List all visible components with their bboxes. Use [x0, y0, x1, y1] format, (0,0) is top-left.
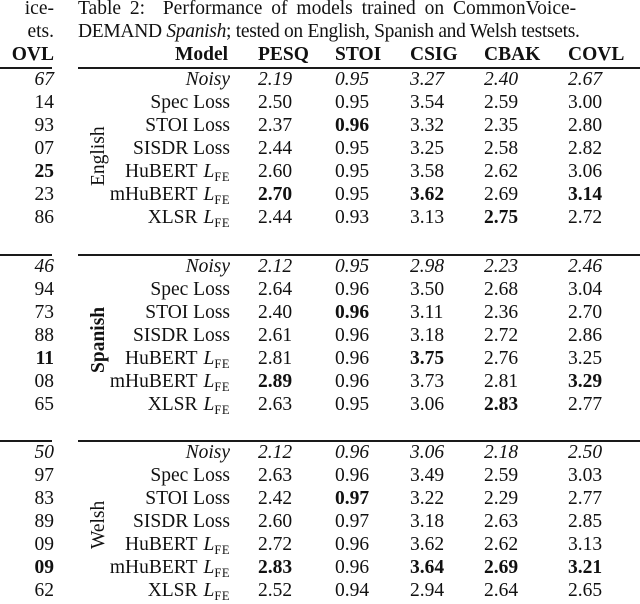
metric-value-covl: 2.77	[568, 488, 603, 509]
loss-subscript: FE	[214, 193, 230, 207]
metric-value-csig: 3.75	[410, 348, 445, 369]
metric-value-covl: 3.21	[568, 557, 603, 578]
model-label: mHuBERT	[109, 557, 198, 578]
model-label: HuBERT	[125, 348, 198, 369]
model-name	[145, 487, 230, 510]
fragment-value: 08	[34, 371, 54, 392]
model-name	[145, 114, 230, 137]
fragment-value: 14	[34, 92, 54, 113]
metric-value-pesq: 2.40	[258, 302, 293, 323]
model-name	[133, 137, 230, 160]
group-label-spanish: Spanish	[88, 306, 109, 373]
model-label: STOI Loss	[145, 488, 230, 509]
table-row	[0, 556, 640, 579]
metric-value-cbak: 2.69	[484, 184, 519, 205]
model-label: Spec Loss	[150, 279, 230, 300]
caption-line-1: Table 2: Performance of models trained on CommonVoice-	[78, 0, 577, 19]
fragment-value: 62	[34, 580, 54, 601]
loss-letter: L	[203, 207, 215, 228]
model-label: Spec Loss	[150, 465, 230, 486]
model-label: STOI Loss	[145, 115, 230, 136]
metric-value-cbak: 2.59	[484, 465, 519, 486]
metric-value-covl: 2.70	[568, 302, 603, 323]
fragment-value: 93	[34, 115, 54, 136]
table-row	[0, 464, 640, 487]
table-row	[0, 137, 640, 160]
caption-line-2	[78, 20, 580, 43]
table-row	[0, 487, 640, 510]
loss-subscript: FE	[214, 357, 230, 371]
metric-value-pesq: 2.61	[258, 325, 293, 346]
loss-subscript: FE	[214, 566, 230, 580]
model-name	[133, 510, 230, 533]
metric-value-stoi: 0.96	[335, 442, 370, 463]
model-name	[186, 441, 230, 464]
table-row	[0, 160, 640, 183]
metric-value-cbak: 2.68	[484, 279, 519, 300]
metric-value-covl: 3.14	[568, 184, 603, 205]
metric-value-csig: 3.22	[410, 488, 445, 509]
metric-value-cbak: 2.18	[484, 442, 519, 463]
metric-value-pesq: 2.83	[258, 557, 293, 578]
metric-value-stoi: 0.96	[335, 279, 370, 300]
model-label: mHuBERT	[109, 371, 198, 392]
table-row	[0, 370, 640, 393]
metric-value-csig: 3.62	[410, 184, 445, 205]
metric-value-csig: 3.11	[410, 302, 444, 323]
metric-value-pesq: 2.72	[258, 534, 293, 555]
fragment-caption-1: ice-	[24, 0, 54, 19]
metric-value-csig: 3.18	[410, 511, 445, 532]
fragment-value: 88	[34, 325, 54, 346]
model-name	[110, 370, 230, 395]
model-name	[150, 91, 230, 114]
metric-value-cbak: 2.72	[484, 325, 519, 346]
metric-value-csig: 3.73	[410, 371, 445, 392]
fragment-value: 25	[34, 161, 54, 182]
loss-subscript: FE	[214, 589, 230, 603]
model-name	[150, 278, 230, 301]
table-row	[0, 278, 640, 301]
fragment-value: 86	[34, 207, 54, 228]
model-name	[110, 183, 230, 208]
metric-value-pesq: 2.12	[258, 442, 293, 463]
metric-value-pesq: 2.50	[258, 92, 293, 113]
metric-value-pesq: 2.12	[258, 256, 293, 277]
model-name	[110, 556, 230, 581]
loss-symbol	[204, 161, 230, 182]
metric-value-covl: 2.86	[568, 325, 603, 346]
model-label: STOI Loss	[145, 302, 230, 323]
group-label-english: English	[88, 126, 109, 186]
metric-value-stoi: 0.96	[335, 115, 370, 136]
table-row	[0, 68, 640, 91]
fragment-value: 23	[34, 184, 54, 205]
model-label: SISDR Loss	[133, 325, 230, 346]
metric-value-csig: 3.18	[410, 325, 445, 346]
fragment-value: 73	[34, 302, 54, 323]
fragment-header: OVL	[11, 44, 54, 65]
metric-value-stoi: 0.95	[335, 161, 370, 182]
metric-value-stoi: 0.93	[335, 207, 370, 228]
column-header-csig: CSIG	[410, 44, 458, 65]
loss-letter: L	[203, 394, 215, 415]
model-name	[125, 533, 230, 558]
metric-value-covl: 3.25	[568, 348, 603, 369]
metric-value-csig: 3.13	[410, 207, 445, 228]
metric-value-pesq: 2.63	[258, 465, 293, 486]
metric-value-csig: 3.50	[410, 279, 445, 300]
metric-value-cbak: 2.81	[484, 371, 519, 392]
table-row	[0, 301, 640, 324]
metric-value-cbak: 2.40	[484, 69, 519, 90]
fragment-caption-2: ets.	[27, 21, 54, 42]
metric-value-covl: 3.00	[568, 92, 603, 113]
metric-value-pesq: 2.63	[258, 394, 293, 415]
metric-value-csig: 3.25	[410, 138, 445, 159]
model-label: Noisy	[185, 256, 230, 277]
table-row	[0, 324, 640, 347]
metric-value-csig: 3.32	[410, 115, 445, 136]
model-label: SISDR Loss	[133, 138, 230, 159]
metric-value-stoi: 0.96	[335, 302, 370, 323]
loss-subscript: FE	[214, 543, 230, 557]
metric-value-stoi: 0.94	[335, 580, 370, 601]
model-label: Noisy	[185, 442, 230, 463]
table-row	[0, 114, 640, 137]
metric-value-csig: 3.62	[410, 534, 445, 555]
loss-letter: L	[203, 184, 215, 205]
model-label: HuBERT	[125, 161, 198, 182]
model-name	[150, 464, 230, 487]
model-name	[145, 301, 230, 324]
loss-subscript: FE	[214, 403, 230, 417]
model-name	[148, 579, 230, 604]
model-name	[148, 393, 230, 418]
metric-value-covl: 2.67	[568, 69, 603, 90]
metric-value-stoi: 0.97	[335, 511, 370, 532]
metric-value-stoi: 0.96	[335, 465, 370, 486]
fragment-value: 46	[34, 256, 54, 277]
loss-symbol	[204, 207, 230, 228]
metric-value-covl: 2.82	[568, 138, 603, 159]
table-row	[0, 347, 640, 370]
metric-value-pesq: 2.44	[258, 207, 293, 228]
metric-value-cbak: 2.63	[484, 511, 519, 532]
metric-value-cbak: 2.64	[484, 580, 519, 601]
table-row	[0, 441, 640, 464]
model-name	[148, 206, 230, 231]
loss-subscript: FE	[214, 216, 230, 230]
metric-value-csig: 2.94	[410, 580, 445, 601]
metric-value-stoi: 0.95	[335, 184, 370, 205]
model-label: SISDR Loss	[133, 511, 230, 532]
metric-value-cbak: 2.62	[484, 161, 519, 182]
metric-value-csig: 3.06	[410, 442, 445, 463]
metric-value-csig: 3.49	[410, 465, 445, 486]
table-row	[0, 206, 640, 229]
metric-value-pesq: 2.19	[258, 69, 293, 90]
loss-letter: L	[203, 534, 215, 555]
metric-value-cbak: 2.29	[484, 488, 519, 509]
table-row	[0, 579, 640, 602]
model-label: Spec Loss	[150, 92, 230, 113]
metric-value-csig: 3.06	[410, 394, 445, 415]
metric-value-stoi: 0.96	[335, 371, 370, 392]
metric-value-pesq: 2.44	[258, 138, 293, 159]
column-header-stoi: STOI	[335, 44, 382, 65]
fragment-value: 89	[34, 511, 54, 532]
metric-value-covl: 3.03	[568, 465, 603, 486]
model-name	[133, 324, 230, 347]
metric-value-pesq: 2.81	[258, 348, 293, 369]
loss-letter: L	[203, 348, 215, 369]
metric-value-covl: 3.29	[568, 371, 603, 392]
fragment-value: 94	[34, 279, 54, 300]
loss-symbol	[204, 557, 230, 578]
table-row	[0, 183, 640, 206]
metric-value-cbak: 2.35	[484, 115, 519, 136]
metric-value-covl: 2.65	[568, 580, 603, 601]
metric-value-cbak: 2.75	[484, 207, 519, 228]
metric-value-stoi: 0.96	[335, 348, 370, 369]
model-label: XLSR	[147, 394, 198, 415]
metric-value-pesq: 2.52	[258, 580, 293, 601]
metric-value-stoi: 0.97	[335, 488, 370, 509]
fragment-value: 11	[35, 348, 54, 369]
metric-value-stoi: 0.95	[335, 92, 370, 113]
metric-value-pesq: 2.37	[258, 115, 293, 136]
metric-value-covl: 3.06	[568, 161, 603, 182]
loss-symbol	[204, 534, 230, 555]
metric-value-stoi: 0.96	[335, 534, 370, 555]
table-row	[0, 533, 640, 556]
metric-value-pesq: 2.70	[258, 184, 293, 205]
metric-value-csig: 3.58	[410, 161, 445, 182]
table-row	[0, 393, 640, 416]
loss-symbol	[204, 348, 230, 369]
model-label: XLSR	[147, 580, 198, 601]
model-label: XLSR	[147, 207, 198, 228]
metric-value-cbak: 2.76	[484, 348, 519, 369]
metric-value-covl: 2.77	[568, 394, 603, 415]
metric-value-csig: 3.54	[410, 92, 445, 113]
metric-value-pesq: 2.89	[258, 371, 293, 392]
loss-symbol	[204, 184, 230, 205]
group-label-welsh: Welsh	[88, 500, 109, 550]
model-name	[125, 347, 230, 372]
metric-value-cbak: 2.59	[484, 92, 519, 113]
metric-value-covl: 2.50	[568, 442, 603, 463]
model-name	[125, 160, 230, 185]
table-row	[0, 510, 640, 533]
metric-value-csig: 3.27	[410, 69, 445, 90]
metric-value-covl: 2.72	[568, 207, 603, 228]
fragment-value: 83	[34, 488, 54, 509]
metric-value-cbak: 2.23	[484, 256, 519, 277]
metric-value-stoi: 0.95	[335, 69, 370, 90]
loss-symbol	[204, 371, 230, 392]
model-name	[186, 68, 230, 91]
metric-value-covl: 2.46	[568, 256, 603, 277]
loss-letter: L	[203, 161, 215, 182]
loss-letter: L	[203, 580, 215, 601]
metric-value-pesq: 2.64	[258, 279, 293, 300]
model-label: Noisy	[185, 69, 230, 90]
fragment-value: 07	[34, 138, 54, 159]
fragment-value: 50	[34, 442, 54, 463]
metric-value-covl: 2.80	[568, 115, 603, 136]
metric-value-stoi: 0.96	[335, 557, 370, 578]
metric-value-cbak: 2.36	[484, 302, 519, 323]
metric-value-pesq: 2.60	[258, 161, 293, 182]
metric-value-cbak: 2.69	[484, 557, 519, 578]
metric-value-stoi: 0.95	[335, 138, 370, 159]
metric-value-stoi: 0.95	[335, 394, 370, 415]
model-name	[186, 255, 230, 278]
metric-value-csig: 3.64	[410, 557, 445, 578]
metric-value-stoi: 0.96	[335, 325, 370, 346]
metric-value-cbak: 2.83	[484, 394, 519, 415]
column-header-pesq: PESQ	[258, 44, 309, 65]
fragment-value: 09	[34, 534, 54, 555]
caption-suffix: ; tested on English, Spanish and Welsh testsets.	[226, 21, 580, 42]
table-row	[0, 91, 640, 114]
metric-value-cbak: 2.58	[484, 138, 519, 159]
caption-italic-language: Spanish	[166, 21, 227, 42]
loss-letter: L	[203, 371, 215, 392]
metric-value-covl: 3.04	[568, 279, 603, 300]
loss-letter: L	[203, 557, 215, 578]
metric-value-covl: 3.13	[568, 534, 603, 555]
column-header-model: Model	[175, 44, 229, 65]
column-header-covl: COVL	[568, 44, 625, 65]
fragment-value: 65	[34, 394, 54, 415]
fragment-value: 97	[34, 465, 54, 486]
fragment-value: 67	[34, 69, 54, 90]
model-label: HuBERT	[125, 534, 198, 555]
metric-value-cbak: 2.62	[484, 534, 519, 555]
metric-value-pesq: 2.42	[258, 488, 293, 509]
caption-prefix: DEMAND	[78, 21, 167, 42]
loss-subscript: FE	[214, 170, 230, 184]
metric-value-covl: 2.85	[568, 511, 603, 532]
metric-value-csig: 2.98	[410, 256, 445, 277]
fragment-value: 09	[34, 557, 54, 578]
column-header-cbak: CBAK	[484, 44, 541, 65]
model-label: mHuBERT	[109, 184, 198, 205]
metric-value-stoi: 0.95	[335, 256, 370, 277]
loss-symbol	[204, 394, 230, 415]
metric-value-pesq: 2.60	[258, 511, 293, 532]
table-row	[0, 255, 640, 278]
loss-subscript: FE	[214, 380, 230, 394]
